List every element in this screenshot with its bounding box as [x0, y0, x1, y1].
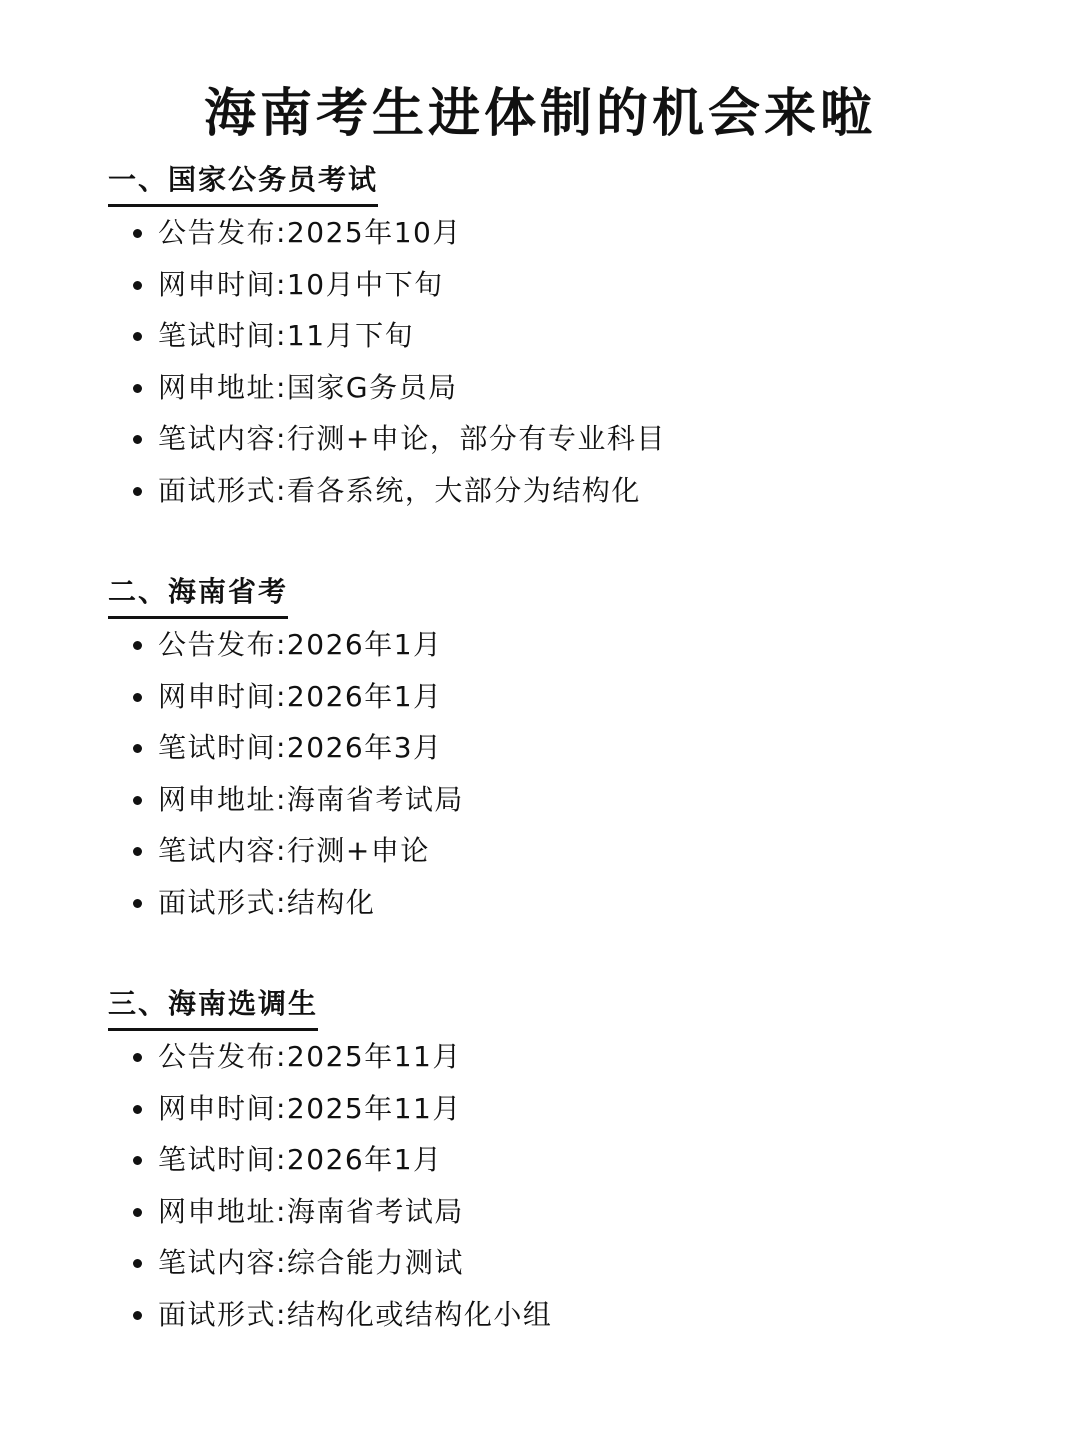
list-item-text: 公告发布:2025年11月 [158, 1040, 462, 1073]
list-item-text: 公告发布:2026年1月 [158, 628, 443, 661]
bullet-icon [133, 847, 142, 856]
list-item-text: 笔试时间:2026年1月 [158, 1143, 443, 1176]
bullet-icon [133, 1259, 142, 1268]
bullet-icon [133, 384, 142, 393]
bullet-icon [133, 435, 142, 444]
section-hainan-provincial-exam [108, 572, 1008, 928]
bullet-icon [133, 229, 142, 238]
list-item-text: 公告发布:2025年10月 [158, 216, 462, 249]
list-item-text: 笔试时间:2026年3月 [158, 731, 443, 764]
item-list [108, 619, 1008, 928]
bullet-icon [133, 1311, 142, 1320]
list-item [108, 465, 1008, 517]
list-item-text: 面试形式:看各系统，大部分为结构化 [158, 473, 641, 507]
list-item [108, 671, 1008, 723]
list-item-text: 网申时间:2026年1月 [158, 679, 443, 713]
bullet-icon [133, 1053, 142, 1062]
list-item-text: 面试形式:结构化或结构化小组 [158, 1297, 553, 1331]
bullet-icon [133, 487, 142, 496]
list-item-text: 笔试内容:行测+申论 [158, 834, 430, 867]
section-heading: 三、海南选调生 [108, 984, 318, 1031]
bullet-icon [133, 1105, 142, 1114]
list-item [108, 877, 1008, 929]
section-hainan-selected-graduates [108, 984, 1008, 1340]
list-item [108, 362, 1008, 414]
list-item-text: 笔试内容:综合能力测试 [158, 1246, 464, 1279]
bullet-icon [133, 641, 142, 650]
list-item [108, 1237, 1008, 1289]
list-item [108, 774, 1008, 826]
bullet-icon [133, 693, 142, 702]
bullet-icon [133, 332, 142, 341]
list-item [108, 259, 1008, 311]
list-item [108, 722, 1008, 774]
bullet-icon [133, 796, 142, 805]
bullet-icon [133, 281, 142, 290]
section-national-civil-service-exam [108, 160, 1008, 516]
list-item-text: 网申地址:海南省考试局 [158, 1194, 464, 1228]
list-item-text: 网申地址:海南省考试局 [158, 782, 464, 816]
section-heading: 一、国家公务员考试 [108, 160, 378, 207]
bullet-icon [133, 899, 142, 908]
list-item [108, 1031, 1008, 1083]
bullet-icon [133, 744, 142, 753]
list-item-text: 网申时间:10月中下旬 [158, 267, 444, 301]
list-item [108, 825, 1008, 877]
list-item [108, 619, 1008, 671]
item-list [108, 1031, 1008, 1340]
list-item-text: 笔试内容:行测+申论，部分有专业科目 [158, 422, 666, 455]
bullet-icon [133, 1156, 142, 1165]
list-item [108, 1134, 1008, 1186]
list-item-text: 面试形式:结构化 [158, 885, 376, 919]
list-item [108, 310, 1008, 362]
page-title: 海南考生进体制的机会来啦 [203, 83, 876, 144]
item-list [108, 207, 1008, 516]
list-item-text: 网申时间:2025年11月 [158, 1091, 462, 1125]
list-item [108, 413, 1008, 465]
list-item-text: 笔试时间:11月下旬 [158, 319, 415, 352]
list-item [108, 207, 1008, 259]
bullet-icon [133, 1208, 142, 1217]
list-item-text: 网申地址:国家G务员局 [158, 370, 458, 404]
list-item [108, 1186, 1008, 1238]
list-item [108, 1289, 1008, 1341]
list-item [108, 1083, 1008, 1135]
section-heading: 二、海南省考 [108, 572, 288, 619]
